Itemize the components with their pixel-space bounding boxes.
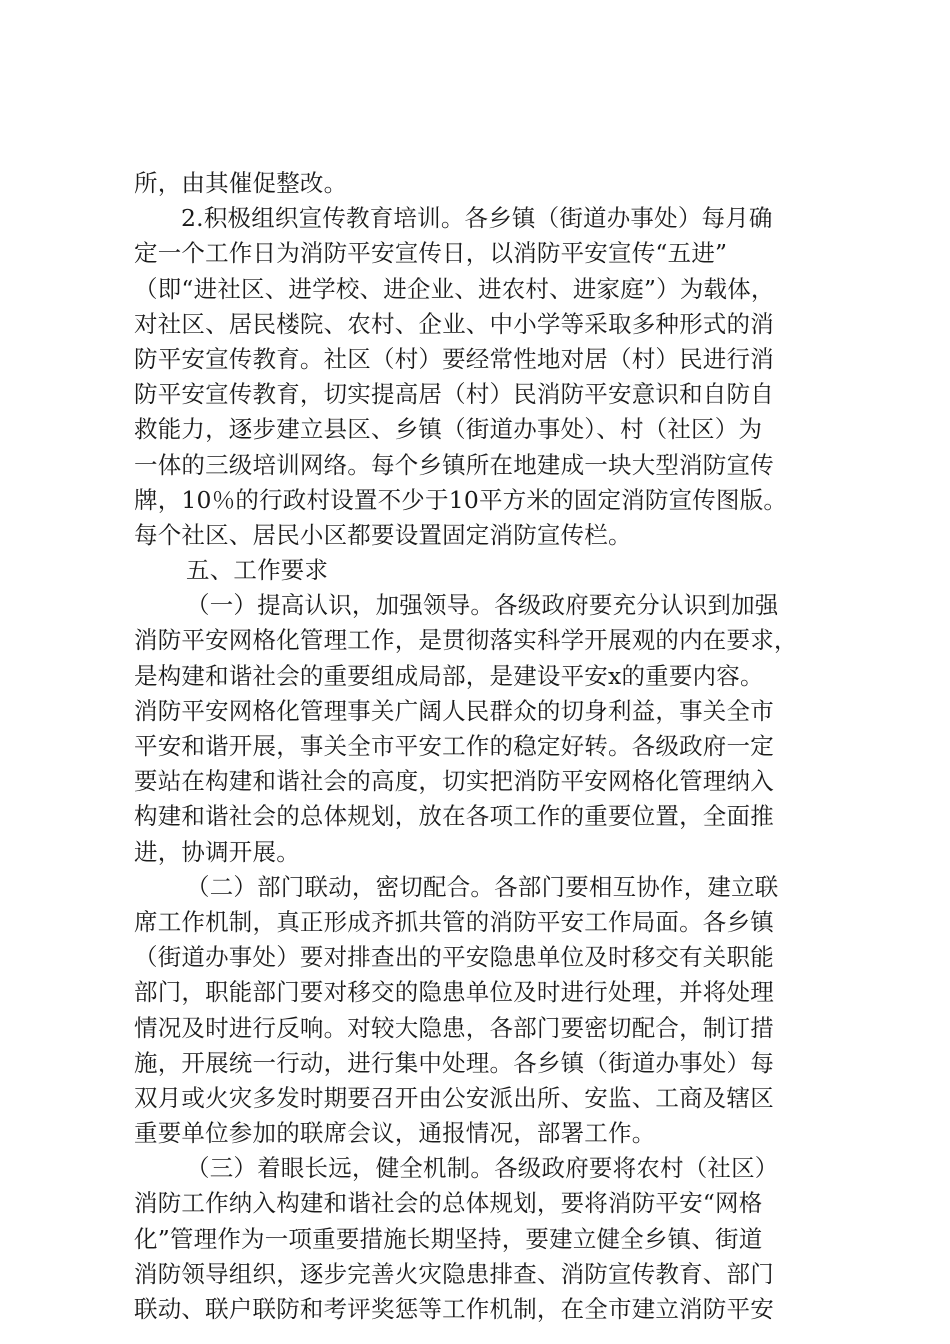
text-line: 构建和谐社会的总体规划，放在各项工作的重要位置，全面推: [134, 802, 774, 831]
text-line: 联动、联户联防和考评奖惩等工作机制，在全市建立消防平安: [134, 1295, 774, 1323]
text-line: 消防领导组织，逐步完善火灾隐患排查、消防宣传教育、部门: [134, 1259, 774, 1288]
text-line: （街道办事处）要对排查出的平安隐患单位及时移交有关职能: [134, 943, 774, 972]
text-line: 每个社区、居民小区都要设置固定消防宣传栏。: [134, 520, 632, 549]
text-line: （即“进社区、进学校、进企业、进农村、进家庭”）为载体，: [134, 274, 775, 303]
paragraph-start-line: （一）提高认识，加强领导。各级政府要充分认识到加强: [186, 591, 779, 620]
paragraph-start-line: （二）部门联动，密切配合。各部门要相互协作，建立联: [186, 872, 779, 901]
text-line: 双月或火灾多发时期要召开由公安派出所、安监、工商及辖区: [134, 1083, 774, 1112]
text-line: 平安和谐开展，事关全市平安工作的稳定好转。各级政府一定: [134, 732, 774, 760]
paragraph-start-line: （三）着眼长远，健全机制。各级政府要将农村（社区）: [186, 1154, 779, 1183]
text-line: 重要单位参加的联席会议，通报情况，部署工作。: [134, 1119, 656, 1148]
text-line: 化”管理作为一项重要措施长期坚持，要建立健全乡镇、街道: [134, 1224, 763, 1253]
document-body: [134, 166, 824, 1327]
text-line: 所，由其催促整改。: [134, 169, 348, 197]
text-line: 牌，10％的行政村设置不少于10平方米的固定消防宣传图版。: [134, 485, 788, 514]
text-line: 防平安宣传教育。社区（村）要经常性地对居（村）民进行消: [134, 344, 774, 373]
paragraph-start-line: 2.积极组织宣传教育培训。各乡镇（街道办事处）每月确: [181, 204, 773, 233]
text-line: 消防平安网格化管理工作，是贯彻落实科学开展观的内在要求，: [134, 626, 798, 655]
text-line: 进，协调开展。: [134, 837, 300, 866]
section-heading: 五、工作要求: [186, 556, 329, 585]
text-line: 情况及时进行反响。对较大隐患，各部门要密切配合，制订措: [134, 1013, 774, 1042]
text-line: 救能力，逐步建立县区、乡镇（街道办事处）、村（社区）为: [134, 415, 763, 444]
text-line: 消防工作纳入构建和谐社会的总体规划，要将消防平安“网格: [134, 1189, 763, 1218]
text-line: 定一个工作日为消防平安宣传日，以消防平安宣传“五进”: [134, 239, 728, 268]
text-line: 对社区、居民楼院、农村、企业、中小学等采取多种形式的消: [134, 309, 774, 338]
text-line: 部门，职能部门要对移交的隐患单位及时进行处理，并将处理: [134, 978, 774, 1007]
text-line: 要站在构建和谐社会的高度，切实把消防平安网格化管理纳入: [134, 767, 774, 796]
text-line: 席工作机制，真正形成齐抓共管的消防平安工作局面。各乡镇: [134, 907, 774, 936]
text-line: 防平安宣传教育，切实提高居（村）民消防平安意识和自防自: [134, 380, 774, 409]
text-line: 一体的三级培训网络。每个乡镇所在地建成一块大型消防宣传: [134, 450, 774, 479]
text-line: 施，开展统一行动，进行集中处理。各乡镇（街道办事处）每: [134, 1048, 774, 1077]
text-line: 消防平安网格化管理事关广阔人民群众的切身利益，事关全市: [134, 696, 774, 725]
text-line: 是构建和谐社会的重要组成局部，是建设平安x的重要内容。: [134, 661, 764, 690]
